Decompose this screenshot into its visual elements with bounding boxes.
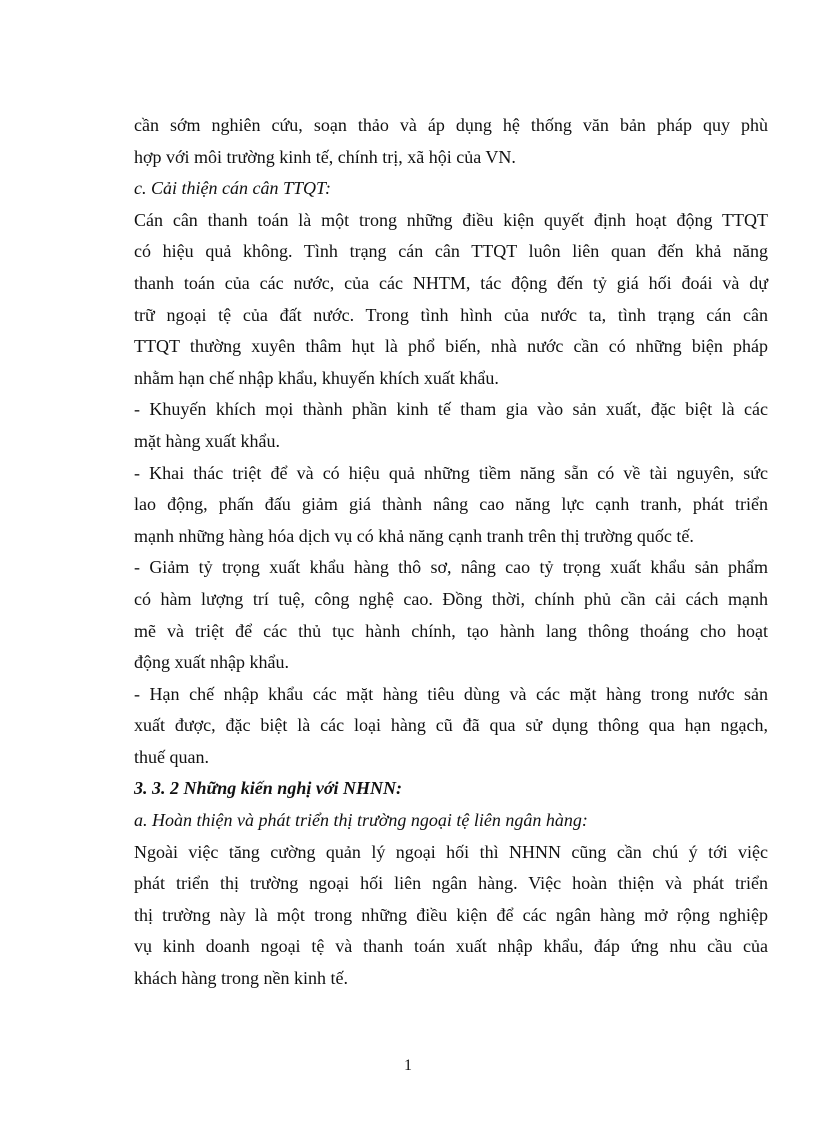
paragraph-line: Cán cân thanh toán là một trong những điều kiện quyết định hoạt động TTQT <box>134 209 768 230</box>
bullet-line: động xuất nhập khẩu. <box>134 652 289 673</box>
paragraph-line: vụ kinh doanh ngoại tệ và thanh toán xuất nhập khẩu, đáp ứng nhu cầu của <box>134 936 768 957</box>
bullet-line: - Giảm tỷ trọng xuất khẩu hàng thô sơ, nâng cao tỷ trọng xuất khẩu sản phẩm <box>134 557 768 578</box>
paragraph-line: phát triển thị trường ngoại hối liên ngân hàng. Việc hoàn thiện và phát triển <box>134 873 768 894</box>
section-heading-c: c. Cải thiện cán cân TTQT: <box>134 178 331 199</box>
bullet-line: - Khai thác triệt để và có hiệu quả những tiềm năng sẵn có về tài nguyên, sức <box>134 462 768 483</box>
subsection-heading-a: a. Hoàn thiện và phát triển thị trường ngoại tệ liên ngân hàng: <box>134 810 588 831</box>
paragraph-line: khách hàng trong nền kinh tế. <box>134 968 348 989</box>
bullet-line: lao động, phấn đấu giảm giá thành nâng cao năng lực cạnh tranh, phát triển <box>134 494 768 515</box>
page-number: 1 <box>404 1057 412 1074</box>
paragraph-line: thanh toán của các nước, của các NHTM, tác động đến tỷ giá hối đoái và dự <box>134 272 768 293</box>
bullet-line: xuất được, đặc biệt là các loại hàng cũ đã qua sử dụng thông qua hạn ngạch, <box>134 715 768 736</box>
paragraph-line: nhằm hạn chế nhập khẩu, khuyến khích xuất khẩu. <box>134 367 499 388</box>
bullet-line: có hàm lượng trí tuệ, công nghệ cao. Đồng thời, chính phủ cần cải cách mạnh <box>134 588 768 609</box>
section-heading-3-3-2: 3. 3. 2 Những kiến nghị với NHNN: <box>134 778 402 799</box>
bullet-line: mặt hàng xuất khẩu. <box>134 430 280 451</box>
bullet-line: mẽ và triệt để các thủ tục hành chính, tạo hành lang thông thoáng cho hoạt <box>134 620 768 641</box>
paragraph-line: Ngoài việc tăng cường quản lý ngoại hối thì NHNN cũng cần chú ý tới việc <box>134 841 768 862</box>
bullet-line: thuế quan. <box>134 746 209 767</box>
bullet-line: - Khuyến khích mọi thành phần kinh tế tham gia vào sản xuất, đặc biệt là các <box>134 399 768 420</box>
paragraph-line: TTQT thường xuyên thâm hụt là phổ biến, nhà nước cần có những biện pháp <box>134 336 768 357</box>
paragraph-line: cần sớm nghiên cứu, soạn thảo và áp dụng hệ thống văn bản pháp quy phù <box>134 115 768 135</box>
bullet-line: - Hạn chế nhập khẩu các mặt hàng tiêu dùng và các mặt hàng trong nước sản <box>134 683 768 704</box>
bullet-line: mạnh những hàng hóa dịch vụ có khả năng cạnh tranh trên thị trường quốc tế. <box>134 525 694 546</box>
paragraph-line: có hiệu quả không. Tình trạng cán cân TTQT luôn liên quan đến khả năng <box>134 241 768 262</box>
paragraph-line: trữ ngoại tệ của đất nước. Trong tình hình của nước ta, tình trạng cán cân <box>134 304 768 325</box>
document-body <box>134 110 768 995</box>
paragraph-line: thị trường này là một trong những điều kiện để các ngân hàng mở rộng nghiệp <box>134 904 768 925</box>
paragraph-line: hợp với môi trường kinh tế, chính trị, xã hội của VN. <box>134 146 516 167</box>
